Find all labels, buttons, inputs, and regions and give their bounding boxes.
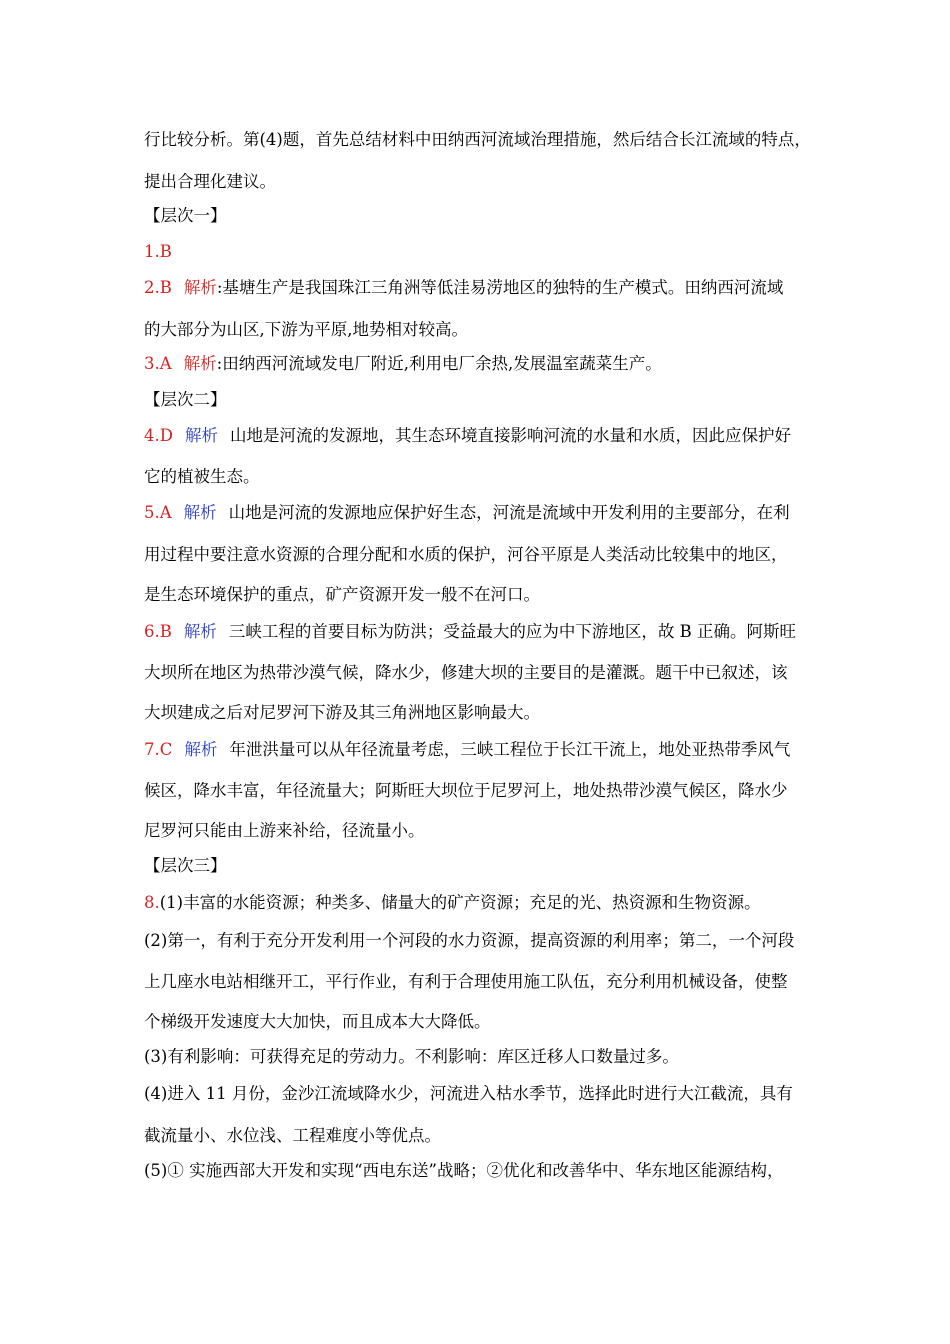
answer-6 bbox=[144, 620, 814, 644]
answer-number: 3.A bbox=[144, 354, 172, 373]
section-heading-level-1: 【层次一】 bbox=[144, 206, 227, 225]
paragraph-line: (3)有利影响：可获得充足的劳动力。不利影响：库区迁移人口数量过多。 bbox=[144, 1047, 679, 1066]
answer-number: 2.B bbox=[144, 278, 172, 297]
paragraph-line: 是生态环境保护的重点，矿产资源开发一般不在河口。 bbox=[144, 585, 540, 604]
analysis-tag: 解析 bbox=[183, 622, 217, 641]
paragraph-line: 大坝建成之后对尼罗河下游及其三角洲地区影响最大。 bbox=[144, 703, 540, 722]
answer-3 bbox=[144, 352, 814, 376]
paragraph-line: 的大部分为山区,下游为平原,地势相对较高。 bbox=[144, 320, 468, 339]
answer-7 bbox=[144, 738, 814, 762]
answer-text: 山地是河流的发源地应保护好生态，河流是流域中开发利用的主要部分，在利 bbox=[228, 503, 790, 522]
answer-4 bbox=[144, 424, 814, 448]
paragraph-line: 尼罗河只能由上游来补给，径流量小。 bbox=[144, 821, 425, 840]
answer-text: (1)丰富的水能资源；种类多、储量大的矿产资源；充足的光、热资源和生物资源。 bbox=[159, 893, 761, 912]
analysis-tag: 解析 bbox=[184, 740, 218, 759]
analysis-tag: 解析 bbox=[184, 426, 218, 445]
answer-2 bbox=[144, 276, 814, 300]
paragraph-line: 个梯级开发速度大大加快，而且成本大大降低。 bbox=[144, 1012, 491, 1031]
paragraph-line: 用过程中要注意水资源的合理分配和水质的保护，河谷平原是人类活动比较集中的地区， bbox=[144, 545, 788, 564]
answer-5 bbox=[144, 501, 814, 525]
section-heading-level-3: 【层次三】 bbox=[144, 856, 227, 875]
answer-number: 6.B bbox=[144, 622, 172, 641]
answer-number: 4.D bbox=[144, 426, 173, 445]
answer-number: 7.C bbox=[144, 740, 173, 759]
answer-text: :田纳西河流域发电厂附近,利用电厂余热,发展温室蔬菜生产。 bbox=[216, 354, 662, 373]
answer-text: 年泄洪量可以从年径流量考虑，三峡工程位于长江干流上，地处亚热带季风气 bbox=[229, 740, 791, 759]
answer-number: 1.B bbox=[144, 242, 172, 261]
answer-text: 山地是河流的发源地，其生态环境直接影响河流的水量和水质，因此应保护好 bbox=[229, 426, 791, 445]
analysis-tag: 解析 bbox=[183, 354, 217, 373]
paragraph-line: 上几座水电站相继开工，平行作业，有利于合理使用施工队伍，充分利用机械设备，使整 bbox=[144, 972, 788, 991]
paragraph-line: 候区，降水丰富，年径流量大；阿斯旺大坝位于尼罗河上，地处热带沙漠气候区，降水少 bbox=[144, 781, 788, 800]
answer-1 bbox=[144, 240, 814, 264]
paragraph-line: (2)第一，有利于充分开发利用一个河段的水力资源，提高资源的利用率；第二，一个河段 bbox=[144, 931, 795, 950]
analysis-tag: 解析 bbox=[183, 278, 217, 297]
paragraph-line: 提出合理化建议。 bbox=[144, 172, 276, 191]
paragraph-line: (5)① 实施西部大开发和实现“西电东送”战略；②优化和改善华中、华东地区能源结构， bbox=[144, 1161, 784, 1180]
answer-8 bbox=[144, 891, 814, 915]
answer-number: 5.A bbox=[144, 503, 172, 522]
paragraph-line: 它的植被生态。 bbox=[144, 467, 260, 486]
section-heading-level-2: 【层次二】 bbox=[144, 390, 227, 409]
paragraph-line: 行比较分析。第(4)题，首先总结材料中田纳西河流域治理措施，然后结合长江流域的特点， bbox=[144, 130, 811, 149]
answer-text: :基塘生产是我国珠江三角洲等低洼易涝地区的独特的生产模式。田纳西河流域 bbox=[216, 278, 784, 297]
paragraph-line: (4)进入 11 月份，金沙江流域降水少，河流进入枯水季节，选择此时进行大江截流，具有 bbox=[144, 1084, 793, 1103]
analysis-tag: 解析 bbox=[183, 503, 217, 522]
answer-number: 8. bbox=[144, 893, 160, 912]
paragraph-line: 截流量小、水位浅、工程难度小等优点。 bbox=[144, 1126, 441, 1145]
paragraph-line: 大坝所在地区为热带沙漠气候，降水少，修建大坝的主要目的是灌溉。题干中已叙述，该 bbox=[144, 663, 788, 682]
answer-text: 三峡工程的首要目标为防洪；受益最大的应为中下游地区，故 B 正确。阿斯旺 bbox=[228, 622, 796, 641]
